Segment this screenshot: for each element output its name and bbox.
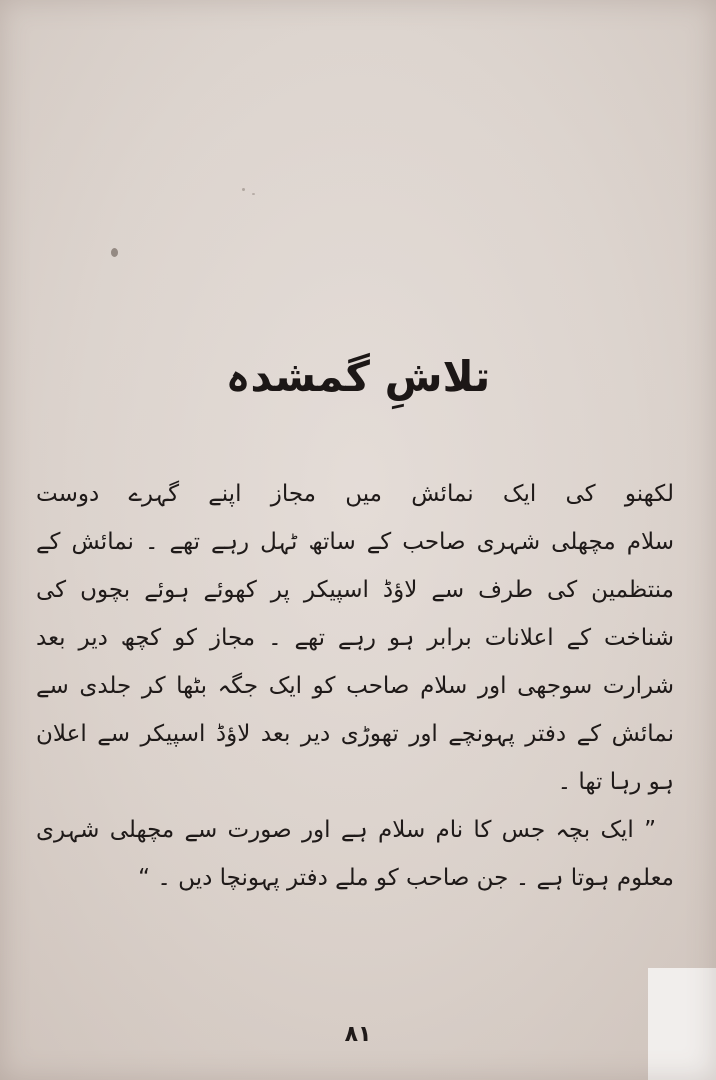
ink-speck [111,248,118,257]
text-line: نمائش کے دفتر پہونچے اور تھوڑی دیر بعد لاؤڈ اسپیکر سے اعلان [36,721,674,747]
ink-speck [242,188,245,191]
text-line: شرارت سوجھی اور سلام صاحب کو ایک جگہ بٹھا کر جلدی سے [36,673,674,699]
text-line: ہو رہا تھا ۔ [557,769,674,795]
page-number: ۸۱ [344,1022,372,1047]
chapter-title: تلاشِ گمشدہ [225,352,491,401]
text-line: سلام مچھلی شہری صاحب کے ساتھ ٹہل رہے تھے ۔ نمائش کے [36,529,674,555]
text-line: لکھنو کی ایک نمائش میں مجاز اپنے گہرے دوست [36,481,674,507]
text-line: ” ایک بچہ جس کا نام سلام ہے اور صورت سے مچھلی شہری [36,817,656,843]
body-text [36,470,674,902]
text-line: شناخت کے اعلانات برابر ہو رہے تھے ۔ مجاز کو کچھ دیر بعد [36,625,674,651]
ink-speck [252,193,255,195]
text-line: معلوم ہوتا ہے ۔ جن صاحب کو ملے دفتر پہونچا دیں ۔ “ [138,865,674,891]
text-line: منتظمین کی طرف سے لاؤڈ اسپیکر پر کھوئے ہوئے بچوں کی [36,577,674,603]
scan-corner-patch [648,968,716,1080]
